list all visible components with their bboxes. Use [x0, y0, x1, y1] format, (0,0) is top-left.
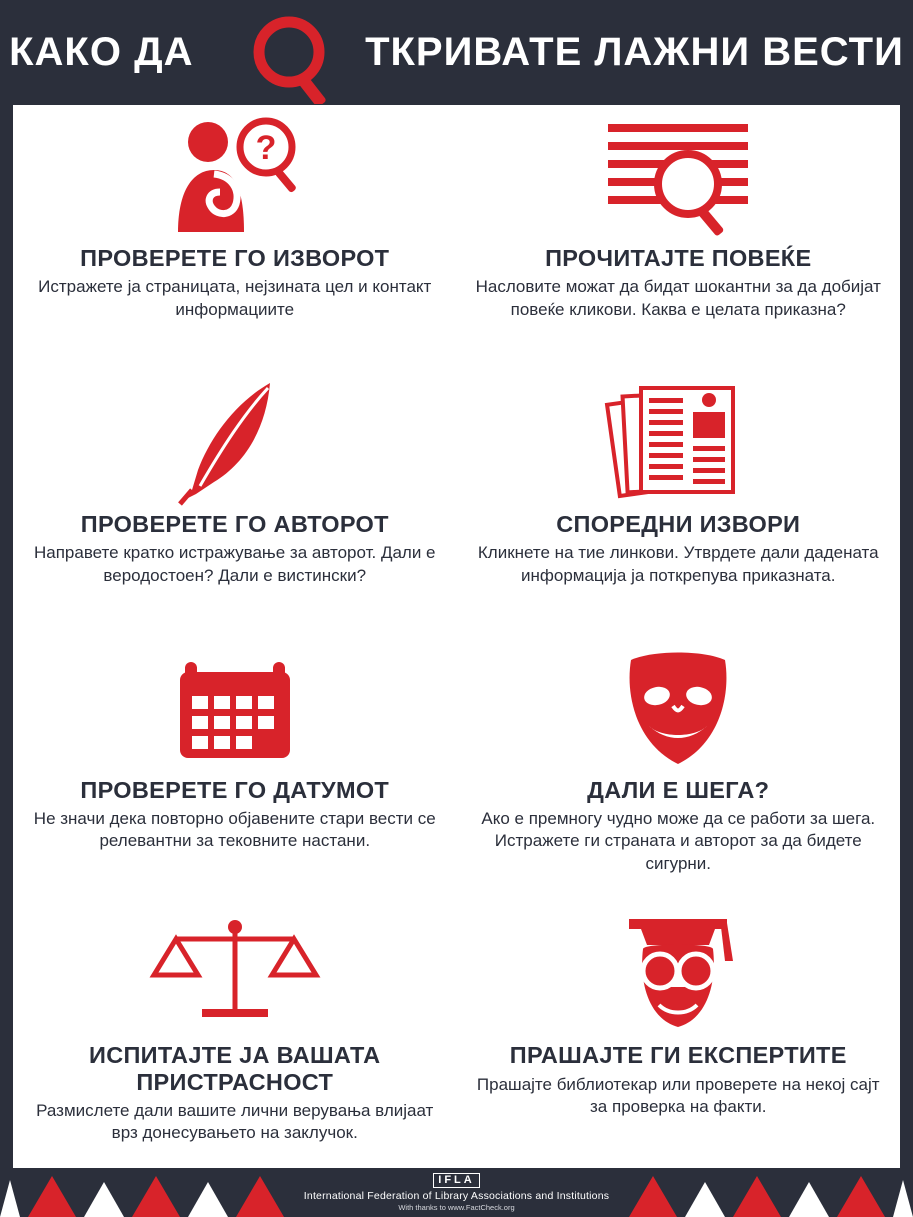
poster-header: [0, 0, 913, 105]
poster-body: [13, 105, 900, 1168]
tip-card-read-beyond: [457, 105, 901, 371]
page-title-part1: КАКО ДА: [9, 30, 194, 74]
tip-card-joke: [457, 637, 901, 903]
tip-title: ПРОВЕРЕТЕ ГО ИЗВОРОТ: [80, 245, 390, 271]
tip-text: Направете кратко истражување за авторот. Дали е веродостоен? Дали е вистински?: [33, 543, 436, 585]
graduate-owl-icon: [583, 908, 773, 1040]
tips-grid: [13, 105, 900, 1168]
page-title: [9, 30, 904, 75]
balance-scale-icon: [140, 908, 330, 1040]
comedy-mask-icon: [583, 643, 773, 775]
tip-title: ДАЛИ Е ШЕГА?: [587, 776, 770, 803]
tip-title: ПРОЧИТАЈТЕ ПОВЕЌЕ: [545, 245, 812, 271]
tip-title: ИСПИТАЈТЕ ЈА ВАШАТА ПРИСТРАСНОСТ: [89, 1042, 381, 1095]
calendar-icon: [140, 643, 330, 775]
tip-text: Кликнете на тие линкови. Утврдете дали дадената информација ја поткрепува приказната.: [477, 543, 879, 585]
page-title-part2: ТКРИВАТЕ ЛАЖНИ ВЕСТИ: [365, 30, 904, 74]
poster-footer: [0, 1168, 913, 1217]
tip-card-author: [13, 371, 457, 637]
tip-card-source: [13, 105, 457, 371]
tip-text: Прашајте библиотекар или проверете на некој сајт за проверка на факти.: [476, 1074, 880, 1116]
tip-title: СПОРЕДНИ ИЗВОРИ: [556, 510, 801, 537]
footer-credits: [0, 1168, 913, 1217]
svg-text:?: ?: [255, 129, 277, 167]
tip-text: Истражете ја страницата, нејзината цел и контакт информациите: [38, 277, 432, 319]
tip-title: ПРОВЕРЕТЕ ГО АВТОРОТ: [80, 510, 389, 537]
tip-text: Насловите можат да бидат шокантни за да добијат повеќе кликови. Каква е целата приказна?: [475, 277, 881, 319]
credit-note: With thanks to www.FactCheck.org: [398, 1203, 515, 1212]
person-with-question-and-magnifier-icon: [140, 111, 330, 243]
tip-card-biases: [13, 902, 457, 1168]
ifla-logo: IFLA: [433, 1173, 479, 1188]
quill-pen-icon: [140, 377, 330, 509]
tip-text: Размислете дали вашите лични верувања влијаат врз донесувањето на заклучок.: [36, 1100, 434, 1143]
newspaper-stack-icon: [583, 377, 773, 509]
tip-title: ПРОВЕРЕТЕ ГО ДАТУМОТ: [80, 776, 390, 803]
organization-name: International Federation of Library Associations and Institutions: [303, 1190, 610, 1202]
tip-text: Не значи дека повторно објавените стари вести се релевантни за тековните настани.: [33, 808, 436, 851]
tip-text: Ако е премногу чудно може да се работи за шега. Истражете ги страната и авторот за да бидете сигурни.: [481, 808, 876, 873]
tip-card-experts: [457, 902, 901, 1168]
tip-card-date: [13, 637, 457, 903]
text-lines-with-magnifier-icon: [583, 111, 773, 243]
tip-card-supporting-sources: [457, 371, 901, 637]
tip-title: ПРАШАЈТЕ ГИ ЕКСПЕРТИТЕ: [509, 1042, 847, 1069]
